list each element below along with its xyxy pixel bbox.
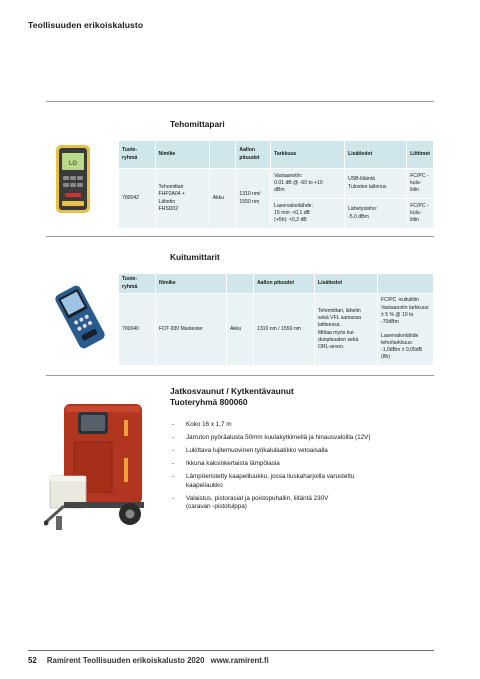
list-bullet: - <box>172 460 175 468</box>
cell-extra: FC/PC -kuituliitin Vastaanotin tarkkuus: ± 5 % @ 10 to -70dBm Laservalonlähde teho/tarkkuus: -1,0dBm ± 0,05dB (8h) <box>378 294 434 366</box>
section-title-fiber-meters: Kuitumittarit <box>170 252 220 262</box>
fiber-meter-spec-table <box>118 273 434 366</box>
header-name: Nimike <box>156 274 227 294</box>
list-bullet: - <box>172 434 175 442</box>
section-divider <box>46 101 434 102</box>
header-product-group: Tuote- ryhmä <box>119 274 156 294</box>
section-title-trailers <box>170 386 294 407</box>
device-display-text: LG <box>68 161 78 167</box>
cell-unit: Akku <box>227 294 254 366</box>
list-item: - Valaistus, pistorasiat ja poistopuhallin, liitäntä 230V (caravan -pistotulppa) <box>172 494 329 511</box>
header-info: Lisätiedot <box>345 141 407 169</box>
header-product-group: Tuote- ryhmä <box>119 141 156 169</box>
cell-accuracy-laser: Laservalonlähde: 15 min: <0,1 dB (+5h): <0,2 dB <box>271 199 345 229</box>
header-connectors: Liittimet <box>407 141 434 169</box>
header-name: Nimike <box>155 141 209 169</box>
list-bullet: - <box>172 447 175 455</box>
list-bullet: - <box>172 494 175 502</box>
list-item: - Lämpöeristetty kaapeliluukku, jossa liuskaharjoilla varustettu kaapeliaukko <box>172 473 355 489</box>
cell-connector-top: FC/PC -kulu- liitin <box>407 169 434 199</box>
list-item: - Ikkuna kaksinkertaista lämpölasia <box>172 460 280 468</box>
cell-info-bottom: Lähetysteho: -5,0 dBm <box>345 199 407 229</box>
trailer-image <box>44 398 156 538</box>
trailer-title-line: Jatkosvaunut / Kytkentävaunut <box>170 386 294 396</box>
power-meter-device-image <box>48 143 98 215</box>
cell-connector-bottom: FC/PC -kulu- liitin <box>407 199 434 229</box>
section-title-power-meter: Tehomittapari <box>170 119 225 129</box>
section-divider <box>46 375 434 376</box>
cell-accuracy-receiver: Vastaanotin: 0.01 dB @ -60 to +10 dBm <box>271 169 345 199</box>
header-info: Lisätiedot <box>315 274 378 294</box>
fiber-meter-device-image <box>48 283 112 351</box>
list-item: - Jarruton pyöräalusta 50mm kuulakytkimellä ja hinausvaloilla (12V) <box>172 434 371 442</box>
page-footer <box>28 656 269 665</box>
header-wavelengths: Aallon pituudet <box>236 141 271 169</box>
list-bullet: - <box>172 421 175 428</box>
trailer-feature-list <box>172 421 434 517</box>
section-divider <box>46 236 434 237</box>
list-item: - Lukittava lujitemuovinen työkalulaatikko vetoaisalla <box>172 447 328 455</box>
cell-group: 700040 <box>119 294 156 366</box>
list-item: - Koko 16 x 1,7 m <box>172 421 232 428</box>
list-bullet: - <box>172 473 175 481</box>
trailer-product-group: Tuoteryhmä 800060 <box>170 396 248 407</box>
page-number: 52 <box>28 656 37 665</box>
footer-text: Ramirent Teollisuuden erikoiskalusto 2020 <box>46 656 205 665</box>
header-blank <box>227 274 254 294</box>
footer-url: www.ramirent.fi <box>210 656 269 665</box>
header-wavelengths: Aallon pituudet <box>254 274 315 294</box>
cell-name: Tehomittari FHP2A04 + Lähetin FHSD02 <box>155 169 209 229</box>
cell-unit: Akku <box>209 169 236 229</box>
cell-name: FOT-930 Maxtester <box>156 294 227 366</box>
cell-wavelengths: 1310 nm / 1550 nm <box>254 294 315 366</box>
power-meter-spec-table <box>118 140 434 229</box>
cell-group: 700042 <box>119 169 156 229</box>
header-blank <box>209 141 236 169</box>
cell-info: Tehomittari, lähetin sekä VFL samassa laitteessa. Mittaa myös kui- dunpituuden sekä ORL-arvon. <box>315 294 378 366</box>
header-extra <box>378 274 434 294</box>
cell-info-top: USB-liitäntä Tulosten tallenus <box>345 169 407 199</box>
footer-divider <box>28 650 434 651</box>
cell-wavelengths: 1310 nm/ 1550 nm <box>236 169 271 229</box>
header-accuracy: Tarkkuus <box>271 141 345 169</box>
page-header-title: Teollisuuden erikoiskalusto <box>28 20 144 30</box>
